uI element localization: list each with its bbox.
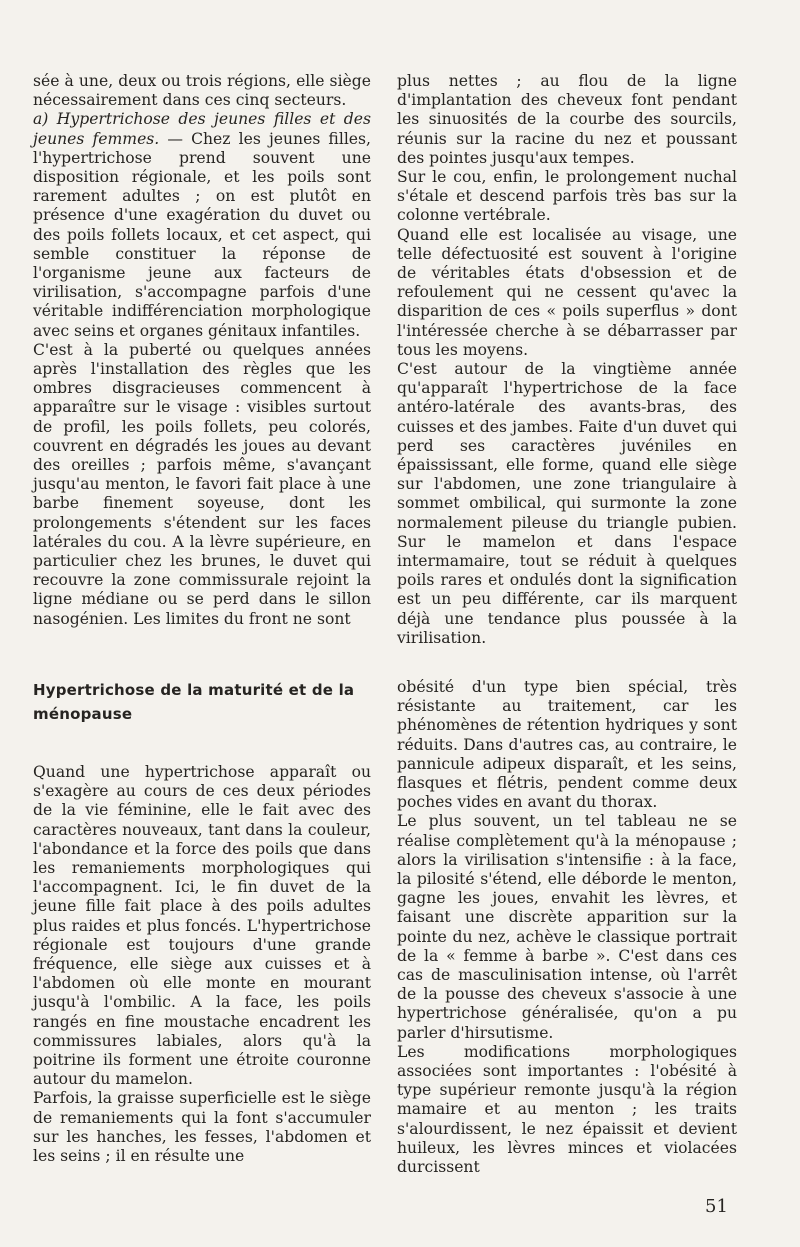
paragraph: Quand elle est localisée au visage, une telle défectuosité est souvent à l'origine de véritables états d'obsession et de refoulement qui ne cessent qu'avec la disparition de ces « poils superflus » dont l'intéressée cherche à se débarrasser par tous les moyens.: [397, 225, 737, 359]
paragraph: Le plus souvent, un tel tableau ne se réalise complètement qu'à la ménopause ; alors la virilisation s'intensifie : à la face, la pilosité s'étend, elle déborde le menton, gagne les joues, envahit les lèvres, et faisant une discrète apparition sur la pointe du nez, achève le classique portrait de la « femme à barbe ». C'est dans ces cas de masculinisation intense, où l'arrêt de la pousse des cheveux s'associe à une hypertrichose généralisée, qu'on a pu parler d'hirsutisme.: [397, 812, 737, 1042]
page-number: 51: [705, 1196, 728, 1217]
paragraph: Quand une hypertrichose apparaît ou s'exagère au cours de ces deux périodes de la vie féminine, elle le fait avec des caractères nouveaux, tant dans la couleur, l'abondance et la force des poils que dans les remaniements morphologiques qui l'accompagnent. Ici, le fin duvet de la jeune fille fait place à des poils adultes plus raides et plus foncés. L'hypertrichose régionale est toujours d'une grande fréquence, elle siège aux cuisses et à l'abdomen où elle monte en mourant jusqu'à l'ombilic. A la face, les poils rangés en fine moustache encadrent les commissures labiales, alors qu'à la poitrine ils forment une étroite couronne autour du mamelon.: [33, 763, 371, 1089]
paragraph: Parfois, la graisse superficielle est le siège de remaniements qui la font s'accumuler sur les hanches, les fesses, l'abdomen et les seins ; il en résulte une: [33, 1089, 371, 1166]
column-bottom-left: [33, 678, 371, 1166]
paragraph: Les modifications morphologiques associées sont importantes : l'obésité à type supérieur remonte jusqu'à la région mamaire et au menton ; les traits s'alourdissent, le nez épaissit et devient huileux, les lèvres minces et violacées durcissent: [397, 1042, 737, 1177]
subsection-heading: a) Hypertrichose des jeunes filles et des jeunes femmes.: [33, 110, 371, 148]
section-heading: Hypertrichose de la maturité et de la ménopause: [33, 681, 355, 723]
paragraph: obésité d'un type bien spécial, très résistante au traitement, car les phénomènes de rétention hydriques y sont réduits. Dans d'autres cas, au contraire, le pannicule adipeux disparaît, et les seins, flasques et flétris, pendent comme deux poches vides en avant du thorax.: [397, 678, 737, 812]
paragraph: C'est autour de la vingtième année qu'apparaît l'hypertrichose de la face antéro-latérale des avants-bras, des cuisses et des jambes. Faite d'un duvet qui perd ses caractères juvéniles en épaississant, elle forme, quand elle siège sur l'abdomen, une zone triangulaire à sommet ombilical, qui surmonte la zone normalement pileuse du triangle pubien. Sur le mamelon et dans l'espace intermamaire, tout se réduit à quelques poils rares et ondulés dont la signification est un peu différente, car ils marquent déjà une tendance plus poussée à la virilisation.: [397, 360, 737, 647]
paragraph: plus nettes ; au flou de la ligne d'implantation des cheveux font pendant les sinuosités de la courbe des sourcils, réunis sur la racine du nez et poussant des pointes jusqu'aux tempes.: [397, 72, 737, 167]
column-top-right: [397, 72, 737, 648]
paragraph-text: — Chez les jeunes filles, l'hypertrichose prend souvent une disposition régionale, et les poils sont rarement adultes ; on est plutôt en présence d'une exagération du duvet ou des poils follets locaux, et cet aspect, qui semble constituer la réponse de l'organisme jeune aux facteurs de virilisation, s'accompagne parfois d'une véritable indifférenciation morphologique avec seins et organes génitaux infantiles.: [33, 129, 371, 340]
paragraph: sée à une, deux ou trois régions, elle siège nécessairement dans ces cinq secteurs.: [33, 72, 371, 110]
paragraph: C'est à la puberté ou quelques années après l'installation des règles que les ombres disgracieuses commencent à apparaître sur le visage : visibles surtout de profil, les poils follets, peu colorés, couvrent en dégradés les joues au devant des oreilles ; parfois même, s'avançant jusqu'au menton, le favori fait place à une barbe finement soyeuse, dont les prolongements s'étendent sur les faces latérales du cou. A la lèvre supérieure, en particulier chez les brunes, le duvet qui recouvre la zone commissurale rejoint la ligne médiane ou se perd dans le sillon nasogénien. Les limites du front ne sont: [33, 340, 371, 628]
paragraph: [33, 110, 371, 340]
paragraph: Sur le cou, enfin, le prolongement nuchal s'étale et descend parfois très bas sur la colonne vertébrale.: [397, 168, 737, 225]
column-top-left: [33, 72, 371, 629]
column-bottom-right: [397, 678, 737, 1177]
